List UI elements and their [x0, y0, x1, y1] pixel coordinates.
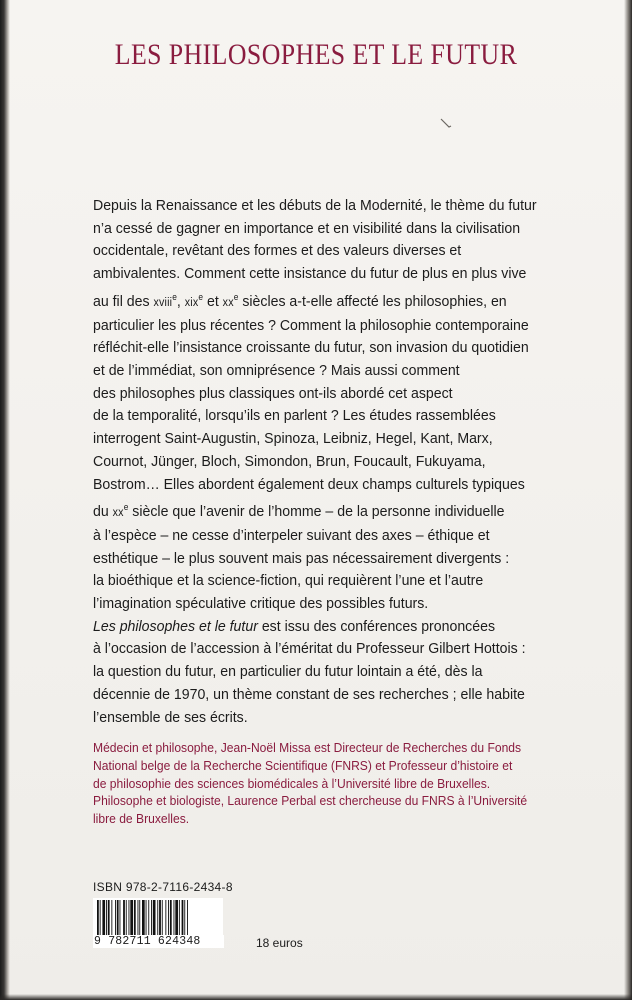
barcode-bar	[102, 900, 105, 936]
barcode-bar	[126, 900, 127, 936]
summary-text: Depuis la Renaissance et les débuts de la Modernité, le thème du futur	[93, 197, 537, 214]
summary-text: ,	[176, 292, 185, 310]
summary-text: l’imagination spéculative critique des possibles futurs.	[93, 595, 429, 613]
cover-edge-shadow-bottom	[0, 994, 632, 1000]
barcode-bar	[108, 900, 110, 936]
summary-text: à l’espèce – ne cesse d’interpeler suivant des axes – éthique et	[93, 526, 490, 544]
barcode-bar	[157, 900, 158, 936]
barcode-bar	[115, 900, 116, 936]
barcode-bar	[184, 900, 185, 936]
barcode-digits: 9 782711 624348	[93, 935, 224, 948]
summary-text: des philosophes plus classiques ont-ils abordé cet aspect	[93, 384, 453, 402]
barcode-bar	[162, 900, 163, 936]
barcode-bar	[134, 900, 136, 936]
summary-line	[93, 707, 558, 730]
barcode-bar	[106, 900, 107, 936]
author-bio-line: de philosophie des sciences biomédicales à l’Université libre de Bruxelles.	[93, 775, 491, 791]
summary-line	[93, 286, 558, 315]
barcode-bar	[165, 900, 166, 936]
barcode-bar	[146, 900, 147, 936]
barcode-bar	[117, 900, 119, 936]
summary-line	[93, 383, 558, 406]
summary-text: occidentale, revêtant des formes et des valeurs diverses et	[93, 242, 462, 260]
cover-edge-shadow-right	[624, 0, 632, 1000]
summary-line	[93, 661, 558, 684]
summary-text: l’ensemble de ses écrits.	[93, 708, 248, 726]
summary-line	[93, 195, 558, 218]
author-bios	[93, 739, 558, 828]
summary-text: n’a cessé de gagner en importance et en visibilité dans la civilisation	[93, 219, 521, 237]
summary-text: la bioéthique et la science-fiction, qui requièrent l’une et l’autre	[93, 572, 484, 590]
barcode-bar	[138, 900, 139, 936]
summary-line	[93, 474, 558, 497]
summary-text: siècles a-t-elle affecté les philosophies, en	[238, 292, 507, 310]
summary-text: ambivalentes. Comment cette insistance du futur de plus en plus vive	[93, 265, 527, 283]
summary-line	[93, 638, 558, 661]
summary-text: esthétique – le plus souvent mais pas nécessairement divergents :	[93, 549, 510, 567]
summary-text: et	[203, 292, 223, 310]
summary-text: e	[198, 291, 204, 302]
summary-text: particulier les plus récentes ? Comment la philosophie contemporaine	[93, 316, 529, 334]
summary-text: Cournot, Jünger, Bloch, Simondon, Brun, Foucault, Fukuyama,	[93, 452, 486, 470]
barcode-bar	[170, 900, 172, 936]
barcode-bar	[159, 900, 161, 936]
summary-text: Les philosophes et le futur	[93, 617, 258, 635]
isbn-label: ISBN 978-2-7116-2434-8	[93, 880, 233, 894]
barcode-bar	[148, 900, 149, 936]
summary-line	[93, 616, 558, 639]
author-bio-line: Médecin et philosophe, Jean-Noël Missa est Directeur de Recherches du Fonds	[93, 740, 522, 755]
summary-text: xx	[112, 507, 124, 520]
summary-text: xviii	[153, 296, 173, 309]
summary-text: du	[93, 503, 113, 521]
summary-text: e	[172, 291, 177, 302]
book-summary	[93, 195, 558, 729]
summary-text: la question du futur, en particulier du futur lointain a été, dès la	[93, 663, 483, 681]
summary-line	[93, 428, 558, 451]
summary-text: xix	[184, 296, 199, 309]
summary-line	[93, 360, 558, 383]
summary-text: e	[233, 291, 239, 302]
book-title: LES PHILOSOPHES ET LE FUTUR	[114, 38, 518, 71]
summary-line	[93, 548, 558, 571]
barcode-bar	[111, 900, 112, 936]
summary-text: et de l’immédiat, son omniprésence ? Mais aussi comment	[93, 361, 460, 379]
barcode-bar	[120, 900, 121, 936]
barcode-bar	[123, 900, 125, 936]
summary-line	[93, 337, 558, 360]
barcode-bar	[139, 900, 140, 936]
summary-text: au fil des	[93, 292, 154, 310]
summary-line	[93, 263, 558, 286]
summary-line	[93, 315, 558, 338]
summary-line	[93, 593, 558, 616]
summary-text: e	[123, 502, 129, 513]
author-bio-line: National belge de la Recherche Scientifique (FNRS) et Professeur d’histoire et	[93, 757, 513, 773]
author-bio-line: libre de Bruxelles.	[93, 811, 190, 827]
summary-text: à l’occasion de l’accession à l’éméritat du Professeur Gilbert Hottois :	[93, 640, 526, 658]
summary-text: interrogent Saint-Augustin, Spinoza, Leibniz, Hegel, Kant, Marx,	[93, 430, 493, 448]
author-bio-line: Philosophe et biologiste, Laurence Perbal est chercheuse du FNRS à l’Université	[93, 793, 528, 809]
barcode-bar	[130, 900, 133, 936]
summary-text: de la temporalité, lorsqu’ils en parlent ? Les études rassemblées	[93, 407, 496, 425]
barcode-bar	[182, 900, 184, 936]
barcode-bar	[179, 900, 180, 936]
summary-line	[93, 218, 558, 241]
barcode-bar	[174, 900, 175, 936]
ink-mark	[440, 118, 452, 130]
summary-text: décennie de 1970, un thème constant de ses recherches ; elle habite	[93, 685, 525, 703]
summary-line	[93, 570, 558, 593]
summary-line	[93, 240, 558, 263]
summary-line	[93, 684, 558, 707]
summary-line	[93, 451, 558, 474]
summary-line	[93, 496, 558, 525]
summary-line	[93, 405, 558, 428]
barcode-bar	[129, 900, 130, 936]
price-label: 18 euros	[256, 936, 303, 950]
summary-text: est issu des conférences prononcées	[257, 617, 496, 635]
summary-line	[93, 525, 558, 548]
barcode-bar	[153, 900, 156, 936]
summary-text: siècle que l’avenir de l’homme – de la personne individuelle	[128, 503, 505, 521]
summary-text: xx	[222, 296, 234, 309]
summary-text: réfléchit-elle l’insistance croissante du futur, son invasion du quotidien	[93, 339, 529, 357]
barcode-bar	[175, 900, 178, 936]
barcode-bar	[168, 900, 169, 936]
summary-text: Bostrom… Elles abordent également deux champs culturels typiques	[93, 475, 525, 493]
cover-edge-shadow-left	[0, 0, 10, 1000]
barcode-bar	[151, 900, 152, 936]
